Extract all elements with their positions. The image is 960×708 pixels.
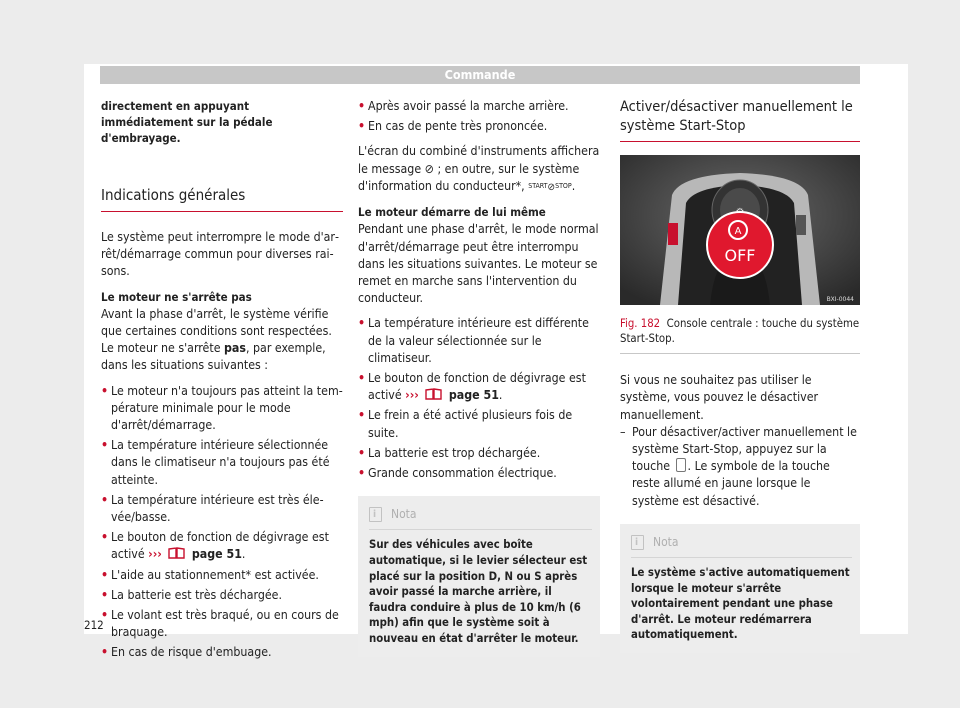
subheading: Le moteur démarre de lui même	[358, 205, 546, 220]
start-stop-icon: ⊘	[424, 161, 434, 176]
note-text: Sur des véhicules avec boîte automatique, si le levier sélecteur est placé sur la position D, N ou S après avoir passé la marche arrière, il faudra conduire à plus de 10 km/h (6 mph) afin que le système soit à nouveau en état d'arrêter le moteur.	[369, 538, 588, 645]
page-number: 212	[84, 618, 104, 632]
link-arrow: ›››	[405, 388, 419, 403]
note-title: Nota	[653, 534, 679, 549]
figure-caption: Fig. 182 Console centrale : touche du système Start-Stop.	[620, 316, 860, 354]
subheading: Le moteur ne s'arrête pas	[101, 289, 252, 304]
info-icon	[631, 535, 644, 550]
paragraph: Avant la phase d'arrêt, le système vérifie que certaines conditions sont respectées. Le moteur ne s'arrête pas, par exemple, dans les situations suivantes :	[101, 306, 332, 373]
list-item: • La batterie est très déchargée.	[101, 587, 343, 604]
list-item: • En cas de risque d'embuage.	[101, 644, 343, 661]
list-item: • La température intérieure est différente de la valeur sélectionnée sur le climatiseur.	[358, 315, 600, 367]
list-item: • Le volant est très braqué, ou en cours de braquage.	[101, 607, 343, 641]
column-3	[620, 98, 860, 653]
svg-text:A: A	[734, 226, 742, 237]
console-figure	[620, 155, 860, 305]
column-1	[101, 98, 343, 662]
list-item: • La température intérieure est très élevée/basse.	[101, 492, 343, 526]
page-link[interactable]: page 51	[191, 547, 242, 562]
list-item: • En cas de pente très prononcée.	[358, 118, 600, 135]
book-icon	[168, 547, 185, 559]
section-heading: Activer/désactiver manuellement le système Start-Stop	[620, 98, 860, 142]
start-stop-icon: ⊘	[547, 181, 556, 193]
note-title: Nota	[391, 507, 417, 522]
off-label: OFF	[724, 246, 756, 265]
list-item: • Grande consommation électrique.	[358, 465, 600, 482]
note-box	[620, 524, 860, 653]
paragraph: Le système peut interrompre le mode d'arrêt/démarrage commun pour diverses raisons.	[101, 230, 339, 279]
note-text: Le système s'active automatiquement lorsque le moteur s'arrête volontairement pendant une phase d'arrêt. Le moteur redémarrera automatiquement.	[631, 566, 850, 642]
intro-text: directement en appuyant immédiatement sur la pédale d'embrayage.	[101, 99, 273, 145]
link-arrow: ›››	[148, 547, 162, 562]
book-icon	[425, 388, 442, 400]
paragraph: Pendant une phase d'arrêt, le mode normal d'arrêt/démarrage peut être interrompu dans les situations suivantes. Le moteur se remet en marche sans l'intervention du conducteur.	[358, 222, 599, 306]
info-icon	[369, 507, 382, 522]
list-item: • Le moteur n'a toujours pas atteint la température minimale pour le mode d'arrêt/démarrage.	[101, 383, 343, 435]
list-item: • La température intérieure sélectionnée dans le climatiseur n'a toujours pas été atteinte.	[101, 437, 343, 489]
page-header: Commande	[100, 66, 860, 84]
list-item: • Le bouton de fonction de dégivrage est activé ››› page 51.	[101, 529, 343, 563]
list-item: • L'aide au stationnement* est activée.	[101, 567, 343, 584]
list-item: • Le bouton de fonction de dégivrage est activé ››› page 51.	[358, 370, 600, 404]
list-item: – Pour désactiver/activer manuellement le système Start-Stop, appuyez sur la touche . Le symbole de la touche reste allumé en jaune lorsque le système est désactivé.	[620, 424, 860, 510]
note-box	[358, 496, 600, 656]
section-heading: Indications générales	[101, 186, 343, 212]
list-item: • Le frein a été activé plusieurs fois de suite.	[358, 407, 600, 441]
start-stop-button-icon	[676, 458, 686, 472]
list-item: • La batterie est trop déchargée.	[358, 445, 600, 462]
figure-code: BXI-0044	[826, 296, 854, 303]
paragraph: Si vous ne souhaitez pas utiliser le système, vous pouvez le désactiver manuellement.	[620, 373, 819, 422]
list-item: • Après avoir passé la marche arrière.	[358, 98, 600, 115]
paragraph: L'écran du combiné d'instruments affichera le message ⊘ ; en outre, sur le système d'information du conducteur*, START⊘STOP.	[358, 144, 600, 193]
page-link[interactable]: page 51	[448, 388, 499, 403]
column-2	[358, 98, 600, 657]
